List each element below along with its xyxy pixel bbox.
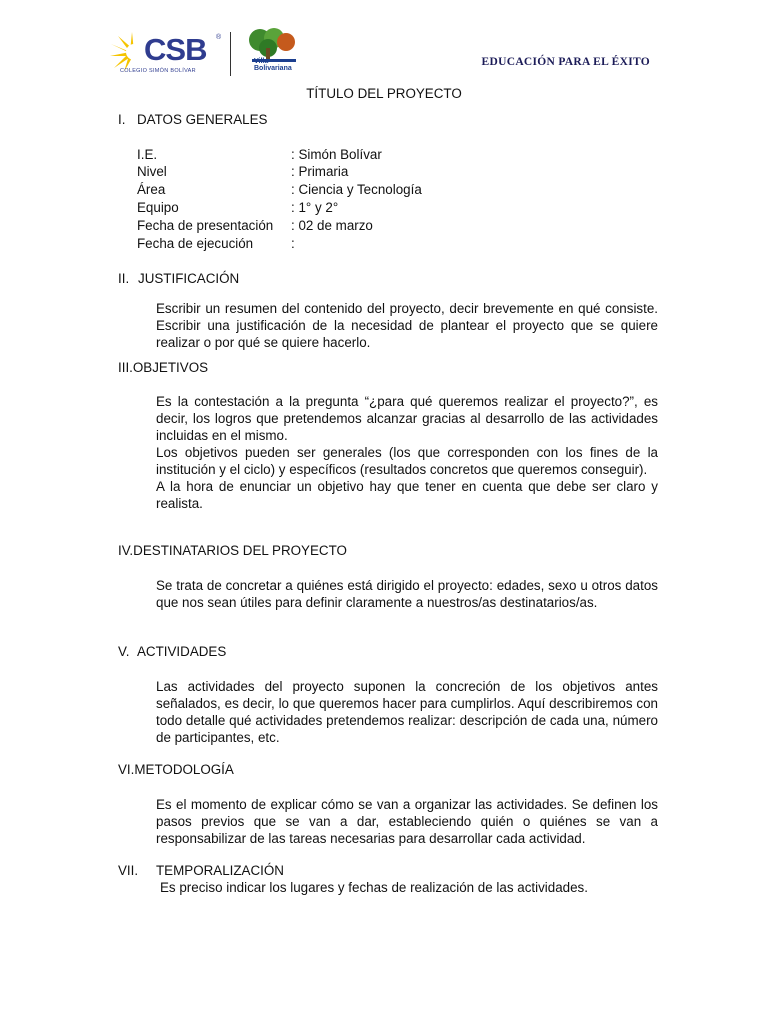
section-heading-objetivos xyxy=(118,360,208,375)
justificacion-paragraph xyxy=(156,300,658,351)
datos-label: Fecha de ejecución xyxy=(137,236,254,251)
paragraph-text: Escribir un resumen del contenido del proyecto, decir brevemente en qué consiste. Escribir una justificación de la necesidad de plantear el proyecto que se quiere realizar o por qué se quiere hacerlo. xyxy=(156,301,658,350)
section-number: IV. xyxy=(118,543,134,558)
section-heading-destinatarios xyxy=(118,543,347,558)
datos-value: : Primaria xyxy=(291,164,349,179)
logo2-line2: Bolivariana xyxy=(254,65,292,72)
datos-value: : 02 de marzo xyxy=(291,218,373,233)
datos-row xyxy=(137,218,373,233)
section-title: METODOLOGÍA xyxy=(134,762,234,777)
datos-row xyxy=(137,200,338,215)
villa-bolivariana-logo xyxy=(244,28,304,78)
section-title: TEMPORALIZACIÓN xyxy=(156,863,284,878)
document-title: TÍTULO DEL PROYECTO xyxy=(306,86,462,101)
destinatarios-paragraph xyxy=(156,577,658,611)
metodologia-paragraph xyxy=(156,796,658,847)
csb-logo-text: CSB xyxy=(144,32,207,67)
actividades-paragraph xyxy=(156,678,658,746)
objetivos-paragraphs xyxy=(156,393,658,512)
datos-label: Fecha de presentación xyxy=(137,218,274,233)
datos-label: Equipo xyxy=(137,200,179,215)
logo2-line1: Villa xyxy=(254,58,269,65)
datos-row xyxy=(137,147,382,162)
section-heading-datos-generales xyxy=(118,112,267,127)
section-number: V. xyxy=(118,644,130,659)
datos-value: : Ciencia y Tecnología xyxy=(291,182,422,197)
section-number: VII. xyxy=(118,863,139,878)
tree-icon xyxy=(244,28,304,62)
paragraph-text: Es preciso indicar los lugares y fechas de realización de las actividades. xyxy=(160,880,588,895)
paragraph-text: Se trata de concretar a quiénes está dirigido el proyecto: edades, sexo u otros datos que nos sean útiles para definir claramente a nuestros/as destinatarios/as. xyxy=(156,578,658,610)
datos-label: I.E. xyxy=(137,147,158,162)
section-heading-actividades xyxy=(118,644,226,659)
datos-row xyxy=(137,182,422,197)
datos-value: : Simón Bolívar xyxy=(291,147,382,162)
datos-row xyxy=(137,236,295,251)
section-heading-temporalizacion xyxy=(118,863,284,878)
csb-logo-subtitle: COLEGIO SIMÓN BOLÍVAR xyxy=(120,68,196,74)
paragraph-text: Los objetivos pueden ser generales (los que corresponden con los fines de la institución y el ciclo) y específicos (resultados concretos que queremos conseguir). xyxy=(156,445,658,477)
section-heading-metodologia xyxy=(118,762,234,777)
section-title: ACTIVIDADES xyxy=(137,644,227,659)
paragraph-text: Las actividades del proyecto suponen la concreción de los objetivos antes señalados, es decir, lo que queremos hacer para cumplirlos. Aquí describiremos con todo detalle qué actividades pretendemos realizar: descripción de cada una, número de participantes, etc. xyxy=(156,679,658,745)
section-number: I. xyxy=(118,112,126,127)
section-title: DATOS GENERALES xyxy=(137,112,268,127)
section-number: VI. xyxy=(118,762,135,777)
villa-bolivariana-text xyxy=(254,58,292,72)
temporalizacion-paragraph xyxy=(160,880,588,895)
registered-mark: ® xyxy=(216,34,222,41)
section-number: III. xyxy=(118,360,133,375)
datos-value: : 1° y 2° xyxy=(291,200,339,215)
paragraph-text: A la hora de enunciar un objetivo hay que tener en cuenta que debe ser claro y realista. xyxy=(156,479,658,511)
datos-row xyxy=(137,164,348,179)
csb-logo xyxy=(110,30,230,78)
paragraph-text: Es el momento de explicar cómo se van a organizar las actividades. Se definen los pasos previos que se van a dar, estableciendo quién o quiénes se van a responsabilizar de las tareas necesarias para desarrollar cada actividad. xyxy=(156,797,658,846)
header-divider xyxy=(230,32,231,76)
section-heading-justificacion xyxy=(118,271,239,286)
datos-label: Nivel xyxy=(137,164,167,179)
datos-label: Área xyxy=(137,182,166,197)
section-title: DESTINATARIOS DEL PROYECTO xyxy=(133,543,347,558)
section-title: OBJETIVOS xyxy=(132,360,209,375)
datos-value: : xyxy=(291,236,295,251)
section-title: JUSTIFICACIÓN xyxy=(138,271,240,286)
paragraph-text: Es la contestación a la pregunta “¿para qué queremos realizar el proyecto?”, es decir, los logros que pretendemos alcanzar gracias al desarrollo de las actividades incluidas en el mismo. xyxy=(156,394,658,443)
motto: EDUCACIÓN PARA EL ÉXITO xyxy=(481,56,650,68)
section-number: II. xyxy=(118,271,130,286)
